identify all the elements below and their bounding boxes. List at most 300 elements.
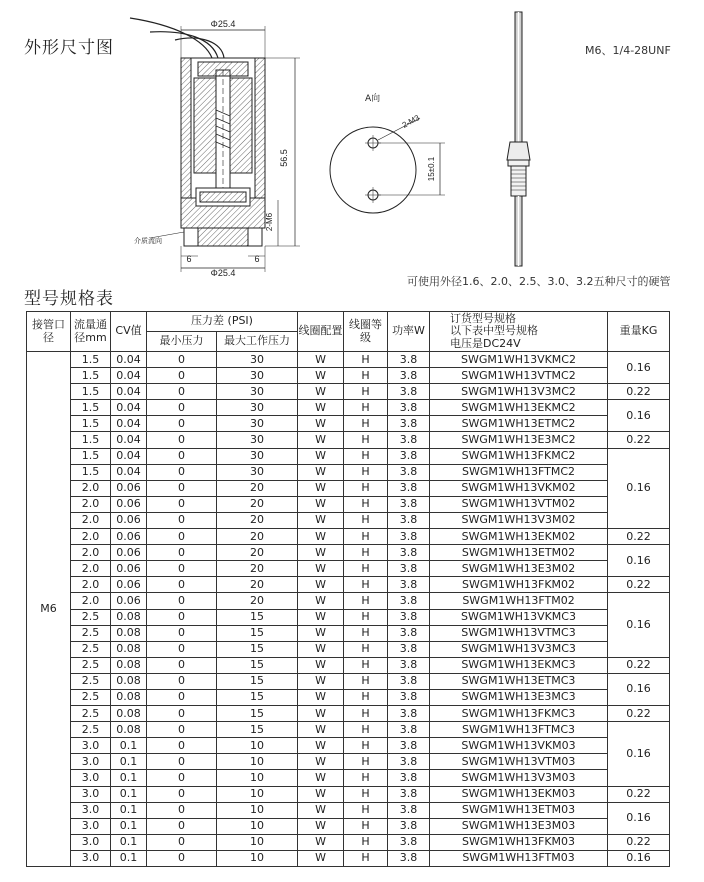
power-cell: 3.8 (388, 657, 430, 673)
table-row (27, 577, 670, 593)
dim-hole-spacing: 15±0.1 (427, 156, 436, 182)
min-pressure-cell: 0 (147, 480, 217, 496)
coil-grade-cell: H (344, 448, 388, 464)
coil-grade-cell: H (344, 738, 388, 754)
coil-config-cell: W (298, 384, 344, 400)
order-header-line: 订货型号规格 (450, 311, 517, 325)
coil-config-cell: W (298, 834, 344, 850)
table-row (27, 448, 670, 464)
coil-config-cell: W (298, 352, 344, 368)
max-pressure-cell: 30 (217, 464, 298, 480)
cv-cell: 0.04 (111, 448, 147, 464)
coil-config-cell: W (298, 416, 344, 432)
max-pressure-cell: 10 (217, 738, 298, 754)
flow-cell: 2.0 (71, 529, 111, 545)
power-cell: 3.8 (388, 850, 430, 866)
power-cell: 3.8 (388, 464, 430, 480)
header-order-model (430, 312, 608, 352)
coil-config-cell: W (298, 738, 344, 754)
dim-holes: 2-M3 (400, 113, 422, 130)
max-pressure-cell: 20 (217, 496, 298, 512)
coil-config-cell: W (298, 722, 344, 738)
max-pressure-cell: 20 (217, 480, 298, 496)
max-pressure-cell: 15 (217, 722, 298, 738)
coil-config-cell: W (298, 432, 344, 448)
weight-cell: 0.22 (608, 657, 670, 673)
cv-cell: 0.08 (111, 673, 147, 689)
max-pressure-cell: 10 (217, 802, 298, 818)
min-pressure-cell: 0 (147, 593, 217, 609)
dim-side-left: 6 (186, 254, 192, 264)
cv-cell: 0.1 (111, 834, 147, 850)
cv-cell: 0.08 (111, 706, 147, 722)
coil-config-cell: W (298, 818, 344, 834)
min-pressure-cell: 0 (147, 352, 217, 368)
coil-config-cell: W (298, 496, 344, 512)
max-pressure-cell: 10 (217, 786, 298, 802)
power-cell: 3.8 (388, 432, 430, 448)
coil-grade-cell: H (344, 384, 388, 400)
flow-cell: 3.0 (71, 834, 111, 850)
coil-grade-cell: H (344, 432, 388, 448)
max-pressure-cell: 20 (217, 577, 298, 593)
min-pressure-cell: 0 (147, 786, 217, 802)
lead-wire (150, 32, 218, 58)
table-row (27, 786, 670, 802)
min-pressure-cell: 0 (147, 448, 217, 464)
max-pressure-cell: 30 (217, 432, 298, 448)
table-row (27, 657, 670, 673)
weight-cell: 0.22 (608, 529, 670, 545)
table-row (27, 722, 670, 738)
flow-cell: 3.0 (71, 754, 111, 770)
coil-grade-cell: H (344, 464, 388, 480)
min-pressure-cell: 0 (147, 722, 217, 738)
power-cell: 3.8 (388, 577, 430, 593)
flow-cell: 2.5 (71, 706, 111, 722)
max-pressure-cell: 20 (217, 593, 298, 609)
model-cell: SWGM1WH13FKM02 (430, 577, 608, 593)
coil-grade-cell: H (344, 850, 388, 866)
model-cell: SWGM1WH13FKMC3 (430, 706, 608, 722)
coil-grade-cell: H (344, 625, 388, 641)
order-header-line: 电压是DC24V (450, 336, 521, 350)
min-pressure-cell: 0 (147, 609, 217, 625)
header-min-pressure: 最小压力 (147, 332, 217, 352)
weight-cell: 0.22 (608, 432, 670, 448)
model-cell: SWGM1WH13E3M02 (430, 561, 608, 577)
model-cell: SWGM1WH13VKMC3 (430, 609, 608, 625)
cv-cell: 0.04 (111, 384, 147, 400)
min-pressure-cell: 0 (147, 529, 217, 545)
flow-cell: 2.5 (71, 625, 111, 641)
flow-cell: 2.5 (71, 641, 111, 657)
dim-side-right: 6 (254, 254, 260, 264)
weight-cell: 0.16 (608, 593, 670, 657)
coil-grade-cell: H (344, 496, 388, 512)
max-pressure-cell: 30 (217, 352, 298, 368)
cv-cell: 0.1 (111, 850, 147, 866)
header-max-pressure: 最大工作压力 (217, 332, 298, 352)
coil-config-cell: W (298, 609, 344, 625)
power-cell: 3.8 (388, 609, 430, 625)
header-flow: 流量通径mm (71, 312, 111, 352)
coil-grade-cell: H (344, 818, 388, 834)
table-row (27, 529, 670, 545)
min-pressure-cell: 0 (147, 545, 217, 561)
weight-cell: 0.22 (608, 834, 670, 850)
cv-cell: 0.08 (111, 657, 147, 673)
power-cell: 3.8 (388, 352, 430, 368)
flow-cell: 3.0 (71, 802, 111, 818)
min-pressure-cell: 0 (147, 657, 217, 673)
flow-cell: 2.5 (71, 689, 111, 705)
dim-bottom-diameter: Φ25.4 (210, 268, 236, 278)
weight-cell: 0.22 (608, 577, 670, 593)
max-pressure-cell: 30 (217, 448, 298, 464)
flow-cell: 3.0 (71, 786, 111, 802)
power-cell: 3.8 (388, 641, 430, 657)
header-weight: 重量KG (608, 312, 670, 352)
model-cell: SWGM1WH13V3M03 (430, 770, 608, 786)
cv-cell: 0.1 (111, 738, 147, 754)
coil-config-cell: W (298, 770, 344, 786)
header-coil-config: 线圈配置 (298, 312, 344, 352)
flow-cell: 3.0 (71, 770, 111, 786)
coil-config-cell: W (298, 641, 344, 657)
min-pressure-cell: 0 (147, 464, 217, 480)
coil-grade-cell: H (344, 609, 388, 625)
coil-config-cell: W (298, 850, 344, 866)
min-pressure-cell: 0 (147, 850, 217, 866)
max-pressure-cell: 20 (217, 529, 298, 545)
weight-cell: 0.16 (608, 722, 670, 786)
power-cell: 3.8 (388, 625, 430, 641)
header-coil-grade: 线圈等级 (344, 312, 388, 352)
cv-cell: 0.06 (111, 529, 147, 545)
min-pressure-cell: 0 (147, 432, 217, 448)
power-cell: 3.8 (388, 706, 430, 722)
max-pressure-cell: 30 (217, 400, 298, 416)
power-cell: 3.8 (388, 722, 430, 738)
model-spec-table (26, 311, 670, 867)
flow-cell: 1.5 (71, 448, 111, 464)
flow-cell: 3.0 (71, 850, 111, 866)
flow-cell: 1.5 (71, 416, 111, 432)
table-row (27, 432, 670, 448)
flow-cell: 1.5 (71, 352, 111, 368)
coil-grade-cell: H (344, 834, 388, 850)
table-row (27, 512, 670, 528)
model-cell: SWGM1WH13VTM02 (430, 496, 608, 512)
power-cell: 3.8 (388, 689, 430, 705)
flow-cell: 2.0 (71, 512, 111, 528)
model-cell: SWGM1WH13EKM03 (430, 786, 608, 802)
coil-config-cell: W (298, 368, 344, 384)
coil-grade-cell: H (344, 593, 388, 609)
table-row (27, 754, 670, 770)
flow-cell: 2.0 (71, 545, 111, 561)
min-pressure-cell: 0 (147, 770, 217, 786)
coil-grade-cell: H (344, 802, 388, 818)
table-row (27, 770, 670, 786)
flow-cell: 2.0 (71, 496, 111, 512)
table-row (27, 480, 670, 496)
dim-top-diameter: Φ25.4 (210, 19, 236, 29)
coil-config-cell: W (298, 561, 344, 577)
cv-cell: 0.04 (111, 432, 147, 448)
power-cell: 3.8 (388, 496, 430, 512)
coil-config-cell: W (298, 673, 344, 689)
coil-grade-cell: H (344, 545, 388, 561)
coil-grade-cell: H (344, 689, 388, 705)
weight-cell: 0.16 (608, 673, 670, 705)
power-cell: 3.8 (388, 770, 430, 786)
model-cell: SWGM1WH13FTMC2 (430, 464, 608, 480)
max-pressure-cell: 15 (217, 673, 298, 689)
coil-config-cell: W (298, 593, 344, 609)
table-row (27, 738, 670, 754)
min-pressure-cell: 0 (147, 689, 217, 705)
weight-cell: 0.16 (608, 448, 670, 528)
coil-grade-cell: H (344, 770, 388, 786)
coil-grade-cell: H (344, 400, 388, 416)
model-cell: SWGM1WH13FKM03 (430, 834, 608, 850)
max-pressure-cell: 15 (217, 625, 298, 641)
model-cell: SWGM1WH13EKMC3 (430, 657, 608, 673)
model-cell: SWGM1WH13E3MC2 (430, 432, 608, 448)
tube-fitting-view (507, 12, 530, 266)
max-pressure-cell: 15 (217, 657, 298, 673)
power-cell: 3.8 (388, 786, 430, 802)
min-pressure-cell: 0 (147, 400, 217, 416)
power-cell: 3.8 (388, 400, 430, 416)
model-cell: SWGM1WH13VTMC3 (430, 625, 608, 641)
coil-config-cell: W (298, 464, 344, 480)
min-pressure-cell: 0 (147, 641, 217, 657)
coil-config-cell: W (298, 480, 344, 496)
coil-grade-cell: H (344, 722, 388, 738)
power-cell: 3.8 (388, 802, 430, 818)
table-row (27, 368, 670, 384)
table-row (27, 593, 670, 609)
power-cell: 3.8 (388, 545, 430, 561)
min-pressure-cell: 0 (147, 416, 217, 432)
model-cell: SWGM1WH13VKM02 (430, 480, 608, 496)
flow-cell: 2.0 (71, 593, 111, 609)
coil-grade-cell: H (344, 352, 388, 368)
coil-grade-cell: H (344, 480, 388, 496)
min-pressure-cell: 0 (147, 818, 217, 834)
coil-config-cell: W (298, 545, 344, 561)
table-row (27, 641, 670, 657)
min-pressure-cell: 0 (147, 512, 217, 528)
cv-cell: 0.04 (111, 352, 147, 368)
weight-cell: 0.16 (608, 545, 670, 577)
port-cell: M6 (27, 352, 71, 867)
power-cell: 3.8 (388, 368, 430, 384)
weight-cell: 0.22 (608, 786, 670, 802)
power-cell: 3.8 (388, 673, 430, 689)
cv-cell: 0.1 (111, 770, 147, 786)
coil-grade-cell: H (344, 512, 388, 528)
table-row (27, 416, 670, 432)
model-cell: SWGM1WH13V3MC2 (430, 384, 608, 400)
table-row (27, 834, 670, 850)
min-pressure-cell: 0 (147, 802, 217, 818)
cv-cell: 0.06 (111, 577, 147, 593)
min-pressure-cell: 0 (147, 384, 217, 400)
weight-cell: 0.16 (608, 802, 670, 834)
flow-cell: 2.0 (71, 561, 111, 577)
thread-note: M6、1/4-28UNF (585, 44, 671, 57)
table-row (27, 384, 670, 400)
max-pressure-cell: 20 (217, 545, 298, 561)
table-row (27, 673, 670, 689)
max-pressure-cell: 10 (217, 834, 298, 850)
flow-cell: 3.0 (71, 738, 111, 754)
cv-cell: 0.04 (111, 400, 147, 416)
model-cell: SWGM1WH13V3M02 (430, 512, 608, 528)
max-pressure-cell: 10 (217, 818, 298, 834)
max-pressure-cell: 15 (217, 689, 298, 705)
cv-cell: 0.06 (111, 593, 147, 609)
cv-cell: 0.04 (111, 368, 147, 384)
flow-cell: 1.5 (71, 432, 111, 448)
dimension-drawing-title: 外形尺寸图 (24, 38, 114, 58)
model-cell: SWGM1WH13VKM03 (430, 738, 608, 754)
model-cell: SWGM1WH13FTMC3 (430, 722, 608, 738)
cv-cell: 0.08 (111, 722, 147, 738)
coil-config-cell: W (298, 802, 344, 818)
coil-config-cell: W (298, 786, 344, 802)
max-pressure-cell: 10 (217, 850, 298, 866)
table-row (27, 464, 670, 480)
min-pressure-cell: 0 (147, 577, 217, 593)
cv-cell: 0.08 (111, 641, 147, 657)
weight-cell: 0.16 (608, 400, 670, 432)
min-pressure-cell: 0 (147, 834, 217, 850)
table-row (27, 609, 670, 625)
header-pressure: 压力差 (PSI) (147, 312, 298, 332)
table-row (27, 850, 670, 866)
view-label: A向 (365, 94, 381, 104)
weight-cell: 0.16 (608, 352, 670, 384)
coil-grade-cell: H (344, 754, 388, 770)
cv-cell: 0.06 (111, 496, 147, 512)
flow-cell: 2.5 (71, 657, 111, 673)
cv-cell: 0.1 (111, 818, 147, 834)
model-cell: SWGM1WH13ETMC3 (430, 673, 608, 689)
cv-cell: 0.1 (111, 754, 147, 770)
power-cell: 3.8 (388, 384, 430, 400)
min-pressure-cell: 0 (147, 738, 217, 754)
max-pressure-cell: 20 (217, 561, 298, 577)
coil-config-cell: W (298, 400, 344, 416)
power-cell: 3.8 (388, 416, 430, 432)
model-cell: SWGM1WH13EKM02 (430, 529, 608, 545)
power-cell: 3.8 (388, 480, 430, 496)
flow-cell: 2.5 (71, 609, 111, 625)
power-cell: 3.8 (388, 529, 430, 545)
coil-config-cell: W (298, 512, 344, 528)
model-cell: SWGM1WH13VTM03 (430, 754, 608, 770)
coil-grade-cell: H (344, 368, 388, 384)
max-pressure-cell: 10 (217, 770, 298, 786)
model-cell: SWGM1WH13V3MC3 (430, 641, 608, 657)
cv-cell: 0.1 (111, 786, 147, 802)
coil-config-cell: W (298, 657, 344, 673)
dim-port-thread: 2-M6 (265, 212, 274, 232)
flow-direction-label: 介质流向 (134, 237, 162, 245)
cv-cell: 0.06 (111, 545, 147, 561)
coil-grade-cell: H (344, 416, 388, 432)
flow-cell: 2.5 (71, 673, 111, 689)
model-cell: SWGM1WH13ETMC2 (430, 416, 608, 432)
coil-config-cell: W (298, 754, 344, 770)
table-row (27, 352, 670, 368)
weight-cell: 0.22 (608, 384, 670, 400)
order-header-line: 以下表中型号规格 (450, 324, 539, 338)
table-row (27, 496, 670, 512)
model-table-title: 型号规格表 (24, 289, 114, 309)
coil-grade-cell: H (344, 577, 388, 593)
coil-config-cell: W (298, 706, 344, 722)
cv-cell: 0.06 (111, 561, 147, 577)
coil-grade-cell: H (344, 529, 388, 545)
model-cell: SWGM1WH13FTM02 (430, 593, 608, 609)
coil-config-cell: W (298, 577, 344, 593)
min-pressure-cell: 0 (147, 496, 217, 512)
min-pressure-cell: 0 (147, 673, 217, 689)
coil-grade-cell: H (344, 673, 388, 689)
coil-grade-cell: H (344, 786, 388, 802)
coil-config-cell: W (298, 529, 344, 545)
cv-cell: 0.08 (111, 625, 147, 641)
model-cell: SWGM1WH13VKMC2 (430, 352, 608, 368)
min-pressure-cell: 0 (147, 561, 217, 577)
table-row (27, 561, 670, 577)
tube-size-note: 可使用外径1.6、2.0、2.5、3.0、3.2五种尺寸的硬管 (407, 275, 671, 288)
min-pressure-cell: 0 (147, 754, 217, 770)
min-pressure-cell: 0 (147, 368, 217, 384)
max-pressure-cell: 30 (217, 384, 298, 400)
max-pressure-cell: 30 (217, 368, 298, 384)
max-pressure-cell: 15 (217, 706, 298, 722)
min-pressure-cell: 0 (147, 706, 217, 722)
table-row (27, 689, 670, 705)
model-cell: SWGM1WH13FKMC2 (430, 448, 608, 464)
flow-cell: 1.5 (71, 384, 111, 400)
flow-cell: 2.0 (71, 577, 111, 593)
cv-cell: 0.06 (111, 512, 147, 528)
coil-config-cell: W (298, 448, 344, 464)
cv-cell: 0.06 (111, 480, 147, 496)
max-pressure-cell: 30 (217, 416, 298, 432)
weight-cell: 0.16 (608, 850, 670, 866)
cv-cell: 0.04 (111, 416, 147, 432)
coil-grade-cell: H (344, 561, 388, 577)
flow-cell: 1.5 (71, 464, 111, 480)
model-cell: SWGM1WH13E3MC3 (430, 689, 608, 705)
model-cell: SWGM1WH13E3M03 (430, 818, 608, 834)
flow-cell: 1.5 (71, 400, 111, 416)
table-row (27, 802, 670, 818)
power-cell: 3.8 (388, 738, 430, 754)
weight-cell: 0.22 (608, 706, 670, 722)
coil-config-cell: W (298, 625, 344, 641)
model-cell: SWGM1WH13VTMC2 (430, 368, 608, 384)
